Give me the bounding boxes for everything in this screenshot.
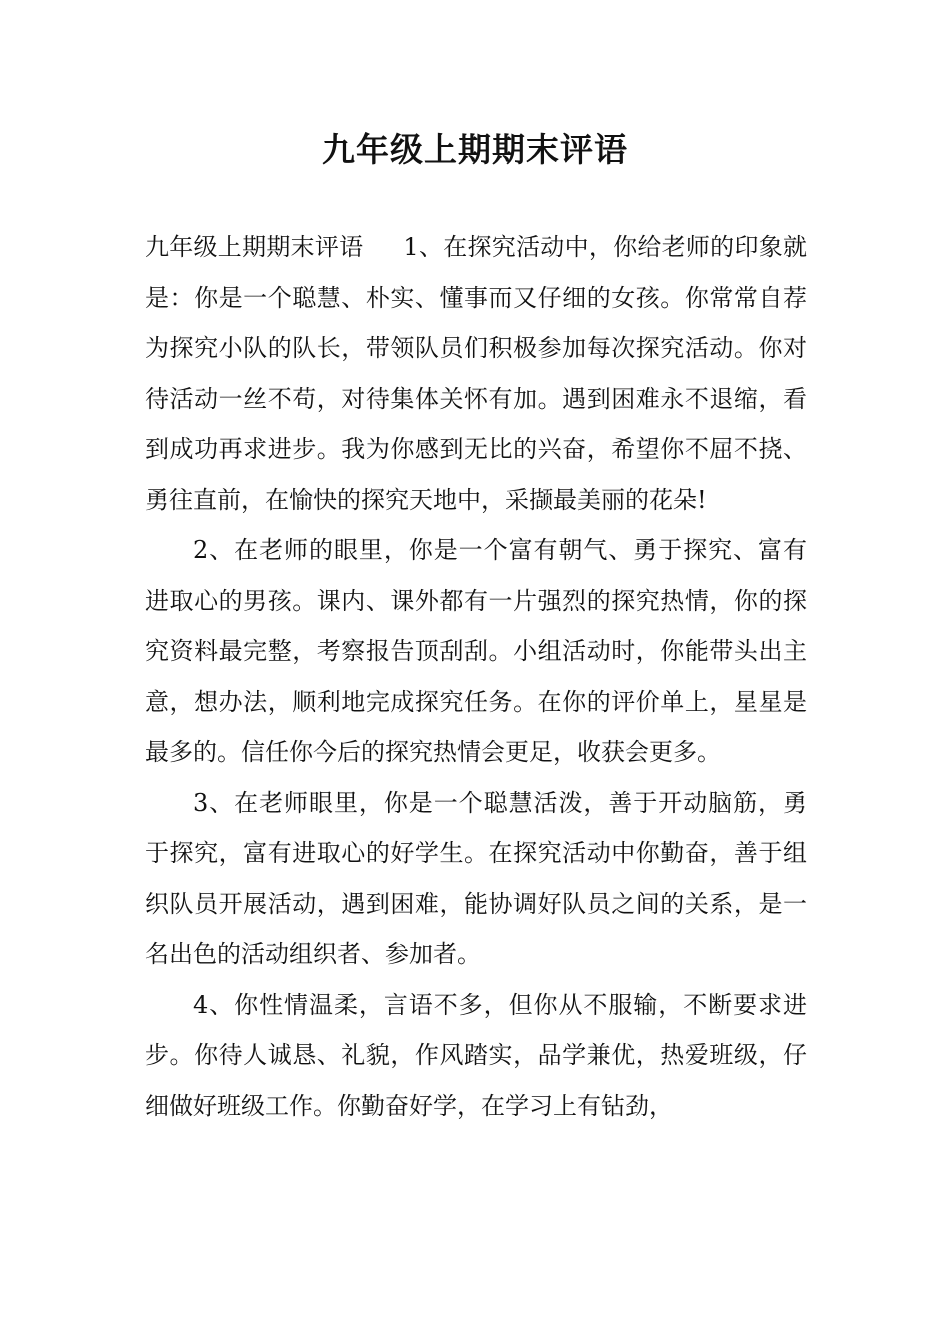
lead-heading: 九年级上期期末评语 [145,233,364,261]
paragraph-text: 1、在探究活动中，你给老师的印象就是：你是一个聪慧、朴实、懂事而又仔细的女孩。你常常自荐为探究小队的队长，带领队员们积极参加每次探究活动。你对待活动一丝不苟，对待集体关怀有加。遇到困难永不退缩，看到成功再求进步。我为你感到无比的兴奋，希望你不屈不挠、勇往直前，在愉快的探究天地中，采撷最美丽的花朵! [145,233,807,514]
paragraph-4: 4、你性情温柔，言语不多，但你从不服输，不断要求进步。你待人诚恳、礼貌，作风踏实，品学兼优，热爱班级，仔细做好班级工作。你勤奋好学，在学习上有钻劲， [145,990,807,1120]
paragraph-1 [145,222,807,525]
paragraph-3: 3、在老师眼里，你是一个聪慧活泼，善于开动脑筋，勇于探究，富有进取心的好学生。在探究活动中你勤奋，善于组织队员开展活动，遇到困难，能协调好队员之间的关系，是一名出色的活动组织者、参加者。 [145,788,807,968]
paragraph-2: 2、在老师的眼里，你是一个富有朝气、勇于探究、富有进取心的男孩。课内、课外都有一片强烈的探究热情，你的探究资料最完整，考察报告顶刮刮。小组活动时，你能带头出主意，想办法，顺利地完成探究任务。在你的评价单上，星星是最多的。信任你今后的探究热情会更足，收获会更多。 [145,536,807,766]
document-title: 九年级上期期末评语 [322,130,628,169]
document-body [145,222,807,1131]
